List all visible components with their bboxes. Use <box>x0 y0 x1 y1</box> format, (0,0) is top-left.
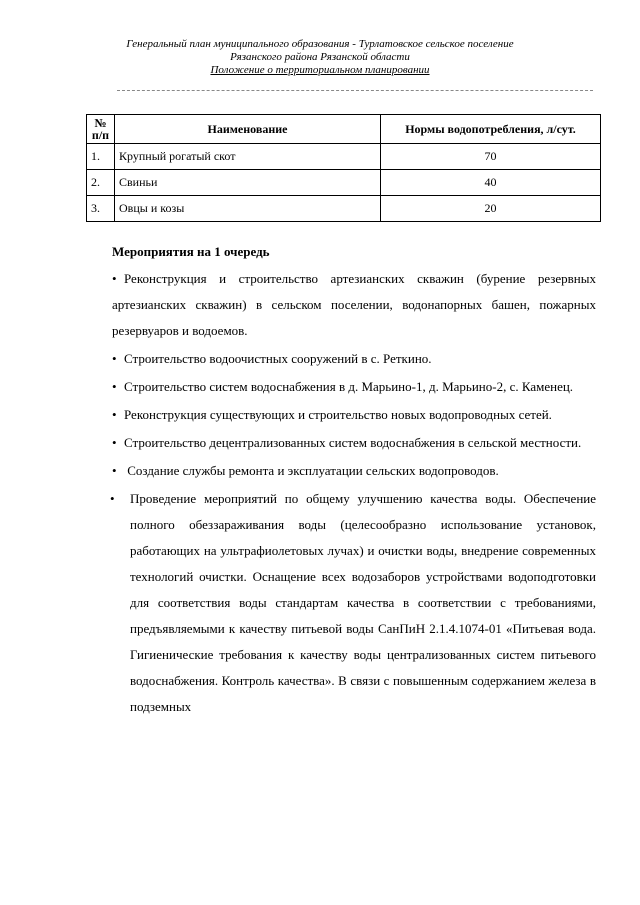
bullet-icon: • <box>112 463 117 478</box>
row-num: 3. <box>87 196 115 222</box>
list-item-text: Создание службы ремонта и эксплуатации сельских водопроводов. <box>124 463 499 478</box>
bullet-icon: • <box>112 407 117 422</box>
measures-list <box>112 266 596 722</box>
row-value: 70 <box>381 144 601 170</box>
list-item <box>112 346 596 372</box>
column-header-name: Наименование <box>115 115 381 144</box>
row-name: Свиньи <box>115 170 381 196</box>
table-row <box>87 144 601 170</box>
list-item <box>112 374 596 400</box>
list-item <box>112 266 596 344</box>
list-item-text: Реконструкция существующих и строительство новых водопроводных сетей. <box>124 407 552 422</box>
header-line-3: Положение о территориальном планировании <box>210 64 430 76</box>
document-header <box>0 38 640 77</box>
bullet-icon: • <box>110 491 115 506</box>
water-norms-table <box>86 114 601 222</box>
bullet-icon: • <box>112 351 117 366</box>
list-item <box>112 430 596 456</box>
row-num: 2. <box>87 170 115 196</box>
table-row <box>87 170 601 196</box>
header-line-1: Генеральный план муниципального образования - Турлатовское сельское поселение <box>126 38 514 50</box>
list-item-text: Строительство систем водоснабжения в д. Марьино-1, д. Марьино-2, с. Каменец. <box>124 379 574 394</box>
table-row <box>87 196 601 222</box>
list-item-text: Реконструкция и строительство артезианских скважин (бурение резервных артезианских скважин) в сельском поселении, водонапорных башен, пожарных резервуаров и водоемов. <box>112 271 596 338</box>
row-name: Крупный рогатый скот <box>115 144 381 170</box>
list-item <box>112 402 596 428</box>
bullet-icon: • <box>112 435 117 450</box>
table-header-row <box>87 115 601 144</box>
list-item-text: Строительство водоочистных сооружений в с. Реткино. <box>124 351 432 366</box>
header-divider <box>117 90 593 91</box>
row-value: 40 <box>381 170 601 196</box>
list-item <box>112 458 596 484</box>
bullet-icon: • <box>112 271 117 286</box>
row-value: 20 <box>381 196 601 222</box>
list-item <box>112 486 596 720</box>
section-title: Мероприятия на 1 очередь <box>112 244 270 259</box>
row-name: Овцы и козы <box>115 196 381 222</box>
list-item-text: Проведение мероприятий по общему улучшению качества воды. Обеспечение полного обеззараживания воды (целесообразно использование установок, работающих на ультрафиолетовых лучах) и очистки воды, внедрение современных технологий очистки. Оснащение всех водозаборов устройствами водоподготовки для соответствия воды стандартам качества в соответствии с требованиями, предъявляемыми к качеству питьевой воды СанПиН 2.1.4.1074-01 «Питьевая вода. Гигиенические требования к качеству воды централизованных систем питьевого водоснабжения. Контроль качества». В связи с повышенным содержанием железа в подземных <box>130 491 596 714</box>
list-item-text: Строительство децентрализованных систем водоснабжения в сельской местности. <box>124 435 582 450</box>
column-header-num: № п/п <box>87 115 115 144</box>
column-header-norm: Нормы водопотребления, л/сут. <box>381 115 601 144</box>
bullet-icon: • <box>112 379 117 394</box>
row-num: 1. <box>87 144 115 170</box>
header-line-2: Рязанского района Рязанской области <box>230 51 410 63</box>
